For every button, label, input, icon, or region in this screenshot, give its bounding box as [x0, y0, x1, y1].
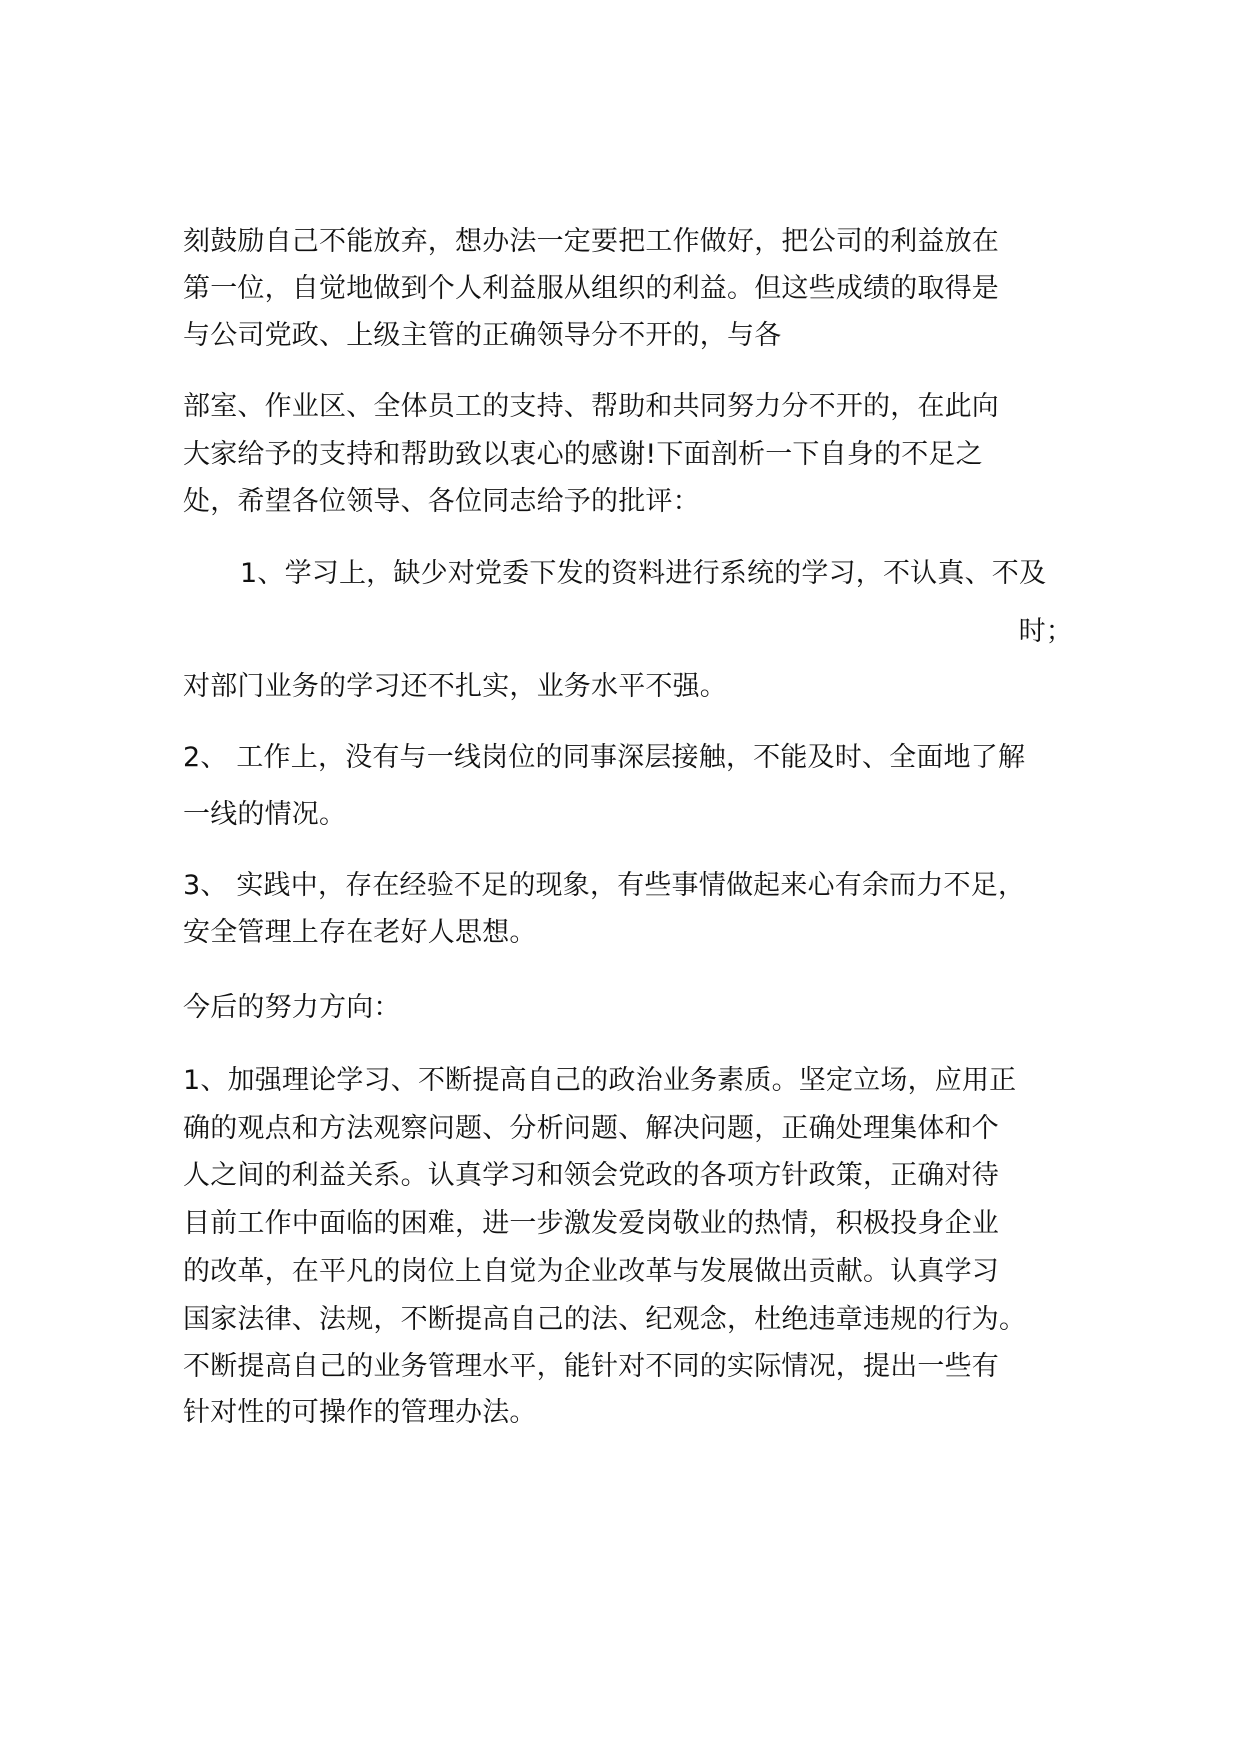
text-line-1: 刻鼓励自己不能放弃，想办法一定要把工作做好，把公司的利益放在 [183, 226, 999, 257]
section-heading: 今后的努力方向： [183, 992, 401, 1023]
list-item-1-line-1: 1、学习上，缺少对党委下发的资料进行系统的学习，不认真、不及 [240, 558, 1047, 589]
text-line-5: 大家给予的支持和帮助致以衷心的感谢!下面剖析一下自身的不足之 [183, 439, 983, 470]
list-item-1-line-3: 对部门业务的学习还不扎实，业务水平不强。 [183, 671, 727, 702]
paragraph-line-1: 1、加强理论学习、不断提高自己的政治业务素质。坚定立场，应用正 [183, 1065, 1017, 1096]
paragraph-line-8: 针对性的可操作的管理办法。 [183, 1397, 537, 1428]
paragraph-line-3: 人之间的利益关系。认真学习和领会党政的各项方针政策，正确对待 [183, 1160, 999, 1191]
paragraph-line-7: 不断提高自己的业务管理水平，能针对不同的实际情况，提出一些有 [183, 1351, 999, 1382]
list-item-2-line-2: 一线的情况。 [183, 799, 347, 830]
paragraph-line-5: 的改革，在平凡的岗位上自觉为企业改革与发展做出贡献。认真学习 [183, 1256, 999, 1287]
paragraph-line-2: 确的观点和方法观察问题、分析问题、解决问题，正确处理集体和个 [183, 1113, 999, 1144]
paragraph-line-6: 国家法律、法规，不断提高自己的法、纪观念，杜绝违章违规的行为。 [183, 1304, 1027, 1335]
list-item-2-line-1: 2、 工作上，没有与一线岗位的同事深层接触，不能及时、全面地了解 [183, 742, 1026, 773]
text-line-4: 部室、作业区、全体员工的支持、帮助和共同努力分不开的，在此向 [183, 391, 999, 422]
text-line-6: 处，希望各位领导、各位同志给予的批评： [183, 486, 700, 517]
list-item-3-line-1: 3、 实践中，存在经验不足的现象，有些事情做起来心有余而力不足， [183, 870, 1026, 901]
list-item-1-line-2: 时； [1018, 616, 1073, 647]
text-line-2: 第一位，自觉地做到个人利益服从组织的利益。但这些成绩的取得是 [183, 273, 999, 304]
text-line-3: 与公司党政、上级主管的正确领导分不开的，与各 [183, 320, 782, 351]
paragraph-line-4: 目前工作中面临的困难，进一步激发爱岗敬业的热情，积极投身企业 [183, 1208, 999, 1239]
list-item-3-line-2: 安全管理上存在老好人思想。 [183, 917, 537, 948]
